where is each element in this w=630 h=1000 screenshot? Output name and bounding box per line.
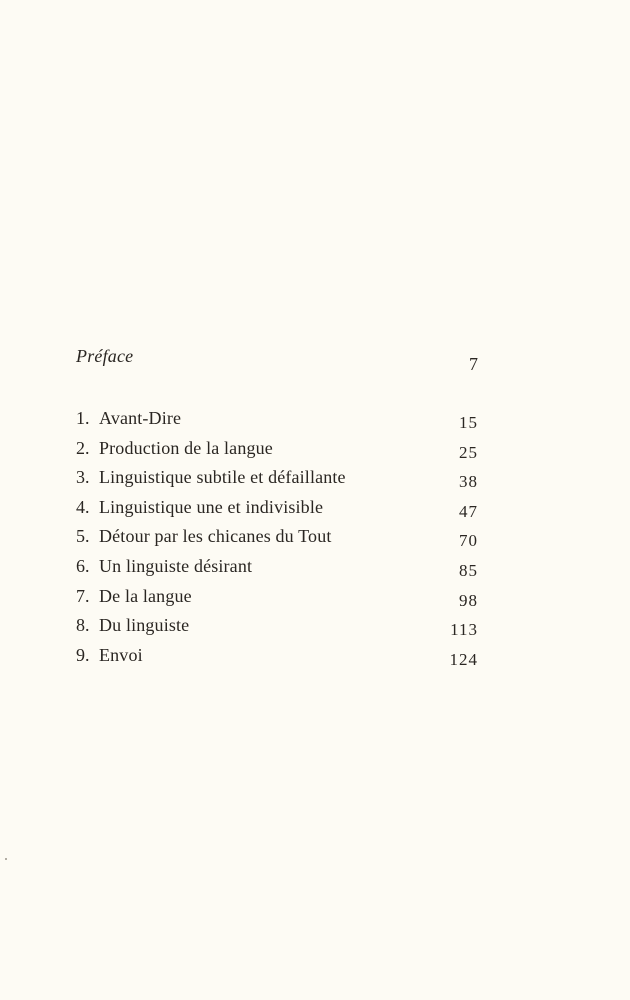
toc-entry-number: 5.	[76, 526, 90, 547]
table-of-contents	[76, 346, 480, 674]
toc-entry	[76, 467, 480, 497]
toc-preface-row	[76, 346, 480, 376]
toc-entry-title: Du linguiste	[99, 615, 190, 636]
toc-entry	[76, 586, 480, 616]
toc-entry	[76, 556, 480, 586]
toc-entry-page: 98	[459, 590, 478, 610]
toc-preface-page: 7	[469, 354, 478, 374]
toc-entry-page: 85	[459, 560, 478, 580]
toc-entry-page: 15	[459, 413, 478, 432]
toc-entry	[76, 645, 480, 675]
toc-entry-list	[76, 408, 480, 674]
toc-entry	[76, 497, 480, 527]
toc-entry-number: 7.	[76, 585, 90, 606]
toc-entry-number: 3.	[76, 467, 90, 488]
toc-entry-title: Production de la langue	[99, 437, 273, 458]
toc-entry-title: Linguistique une et indivisible	[99, 496, 324, 517]
toc-entry-number: 6.	[76, 555, 90, 576]
toc-entry-title: De la langue	[99, 585, 192, 606]
toc-entry-number: 1.	[76, 408, 90, 428]
toc-entry-number: 2.	[76, 437, 90, 458]
toc-entry-number: 8.	[76, 615, 90, 636]
toc-entry-page: 25	[459, 442, 478, 462]
toc-entry-title: Envoi	[99, 644, 143, 665]
toc-entry-page: 38	[459, 472, 478, 492]
toc-entry	[76, 526, 480, 556]
toc-entry-page: 70	[459, 531, 478, 551]
toc-entry-number: 9.	[76, 644, 90, 665]
toc-entry-title: Un linguiste désirant	[99, 555, 253, 576]
toc-entry	[76, 615, 480, 645]
toc-entry	[76, 438, 480, 468]
toc-entry-number: 4.	[76, 496, 90, 517]
toc-preface-title: Préface	[76, 346, 134, 366]
toc-entry-page: 113	[450, 620, 478, 640]
paper-speck	[5, 858, 7, 860]
toc-entry-title: Avant-Dire	[99, 408, 182, 428]
toc-entry	[76, 408, 480, 438]
toc-entry-page: 47	[459, 501, 478, 521]
toc-entry-page: 124	[449, 649, 478, 669]
toc-entry-title: Linguistique subtile et défaillante	[99, 467, 346, 488]
toc-entry-title: Détour par les chicanes du Tout	[99, 526, 332, 547]
